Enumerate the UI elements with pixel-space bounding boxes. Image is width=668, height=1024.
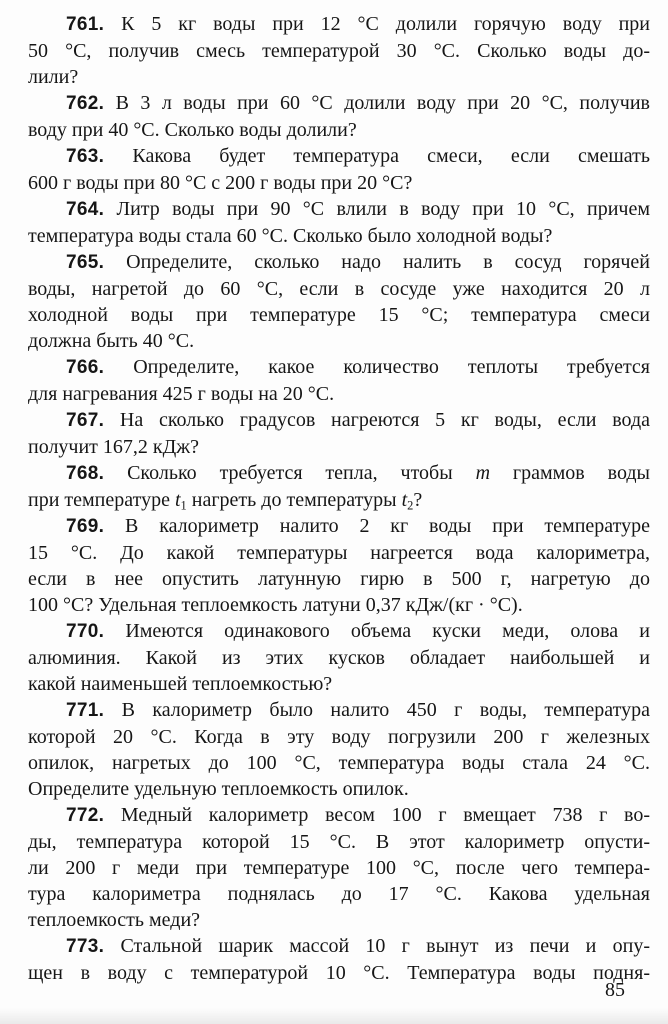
problem-768 xyxy=(28,460,650,513)
problem-number: 767. xyxy=(66,410,105,431)
problem-text-line: лили? xyxy=(28,66,79,88)
problem-text-line: 15 °C. До какой температуры нагреется вода калориметра, xyxy=(28,542,650,564)
problem-770 xyxy=(28,618,650,697)
problem-text-line: температура воды стала 60 °C. Сколько было холодной воды? xyxy=(28,225,553,247)
problem-number: 769. xyxy=(66,516,105,537)
problem-text-line xyxy=(28,249,650,276)
problem-text-line xyxy=(28,354,650,381)
problem-text: Сколько требуется тепла, чтобы m граммов воды xyxy=(127,462,650,484)
problem-text-line: при температуре $t_1$ нагреть до температуры $t_2$? xyxy=(28,489,423,513)
problem-number: 765. xyxy=(66,252,105,273)
problem-764 xyxy=(28,196,650,249)
problem-762 xyxy=(28,90,650,143)
problem-text: Медный калориметр весом 100 г вмещает 738 г во- xyxy=(120,804,651,826)
problem-773 xyxy=(28,933,650,986)
problem-text: В 3 л воды при 60 °C долили воду при 20 °C, получив xyxy=(115,92,650,114)
problem-text-line xyxy=(28,196,650,223)
problem-text-line: 50 °C, получив смесь температурой 30 °C. Сколько воды до- xyxy=(28,40,650,62)
problem-text: Литр воды при 90 °C влили в воду при 10 °C, причем xyxy=(116,198,651,220)
problem-number: 773. xyxy=(66,936,105,957)
problem-text: Определите, какое количество теплоты требуется xyxy=(133,356,651,378)
problem-text: В калориметр было налито 450 г воды, температура xyxy=(121,699,650,721)
problem-text: Какова будет температура смеси, если смешать xyxy=(132,145,650,167)
problem-text: Определите, сколько надо налить в сосуд горячей xyxy=(126,251,650,273)
problems-list xyxy=(28,11,650,986)
problem-767 xyxy=(28,407,650,460)
problem-772 xyxy=(28,802,650,933)
problem-text-line: опилок, нагретых до 100 °C, температура воды стала 24 °C. xyxy=(28,752,650,774)
problem-text-line xyxy=(28,933,650,960)
problem-text: К 5 кг воды при 12 °C долили горячую воду при xyxy=(121,13,650,35)
problem-text-line: щен в воду с температурой 10 °C. Температура воды подня- xyxy=(28,962,650,984)
problem-text-line: Определите удельную теплоемкость опилок. xyxy=(28,778,409,800)
problem-761 xyxy=(28,11,650,90)
problem-text: Стальной шарик массой 10 г вынут из печи и опу- xyxy=(120,935,651,957)
problem-text-line xyxy=(28,697,650,724)
problem-text-line xyxy=(28,618,650,645)
problem-text-line: алюминия. Какой из этих кусков обладает наибольшей и xyxy=(28,647,650,669)
problem-text-line xyxy=(28,460,650,487)
problem-text-line xyxy=(28,90,650,117)
problem-text-line: тура калориметра поднялась до 17 °C. Какова удельная xyxy=(28,883,650,905)
problem-text-line xyxy=(28,11,650,38)
problem-text-line: ды, температура которой 15 °C. В этот калориметр опусти- xyxy=(28,831,650,853)
problem-text-line: теплоемкость меди? xyxy=(28,909,201,931)
problem-text-line: воды, нагретой до 60 °C, если в сосуде уже находится 20 л xyxy=(28,278,650,300)
problem-text-line: получит 167,2 кДж? xyxy=(28,436,199,458)
problem-number: 766. xyxy=(66,357,105,378)
problem-number: 772. xyxy=(66,805,105,826)
scan-edge-shadow xyxy=(0,1008,668,1024)
problem-number: 771. xyxy=(66,700,105,721)
problem-765 xyxy=(28,249,650,354)
problem-text-line: холодной воды при температуре 15 °C; температура смеси xyxy=(28,304,650,326)
problem-text-line: должна быть 40 °C. xyxy=(28,330,195,352)
page-number: 85 xyxy=(605,979,625,1001)
problem-text-line: для нагревания 425 г воды на 20 °C. xyxy=(28,383,335,405)
problem-text-line: 100 °C? Удельная теплоемкость латуни 0,37 кДж/(кг · °C). xyxy=(28,594,523,616)
problem-text: На сколько градусов нагреются 5 кг воды, если вода xyxy=(119,409,650,431)
problem-text-line xyxy=(28,143,650,170)
problem-771 xyxy=(28,697,650,802)
problem-766 xyxy=(28,354,650,407)
problem-text-line: воду при 40 °C. Сколько воды долили? xyxy=(28,119,357,141)
problem-number: 761. xyxy=(66,14,105,35)
problem-text: В калориметр налито 2 кг воды при температуре xyxy=(125,515,651,537)
problem-text-line xyxy=(28,407,650,434)
problem-763 xyxy=(28,143,650,196)
problem-number: 764. xyxy=(66,199,105,220)
problem-text-line xyxy=(28,802,650,829)
problem-text-line: ли 200 г меди при температуре 100 °C, после чего темпера- xyxy=(28,857,650,879)
problem-text-line: какой наименьшей теплоемкостью? xyxy=(28,673,333,695)
problem-text-line: 600 г воды при 80 °C с 200 г воды при 20 °C? xyxy=(28,172,413,194)
problem-text-line: если в нее опустить латунную гирю в 500 г, нагретую до xyxy=(28,568,650,590)
problem-number: 770. xyxy=(66,621,105,642)
problem-number: 768. xyxy=(66,463,105,484)
problem-number: 762. xyxy=(66,93,105,114)
problem-text: Имеются одинакового объема куски меди, олова и xyxy=(125,620,650,642)
problem-769 xyxy=(28,513,650,618)
problem-text-line xyxy=(28,513,650,540)
problem-number: 763. xyxy=(66,146,105,167)
problem-text-line: которой 20 °C. Когда в эту воду погрузили 200 г железных xyxy=(28,726,650,748)
